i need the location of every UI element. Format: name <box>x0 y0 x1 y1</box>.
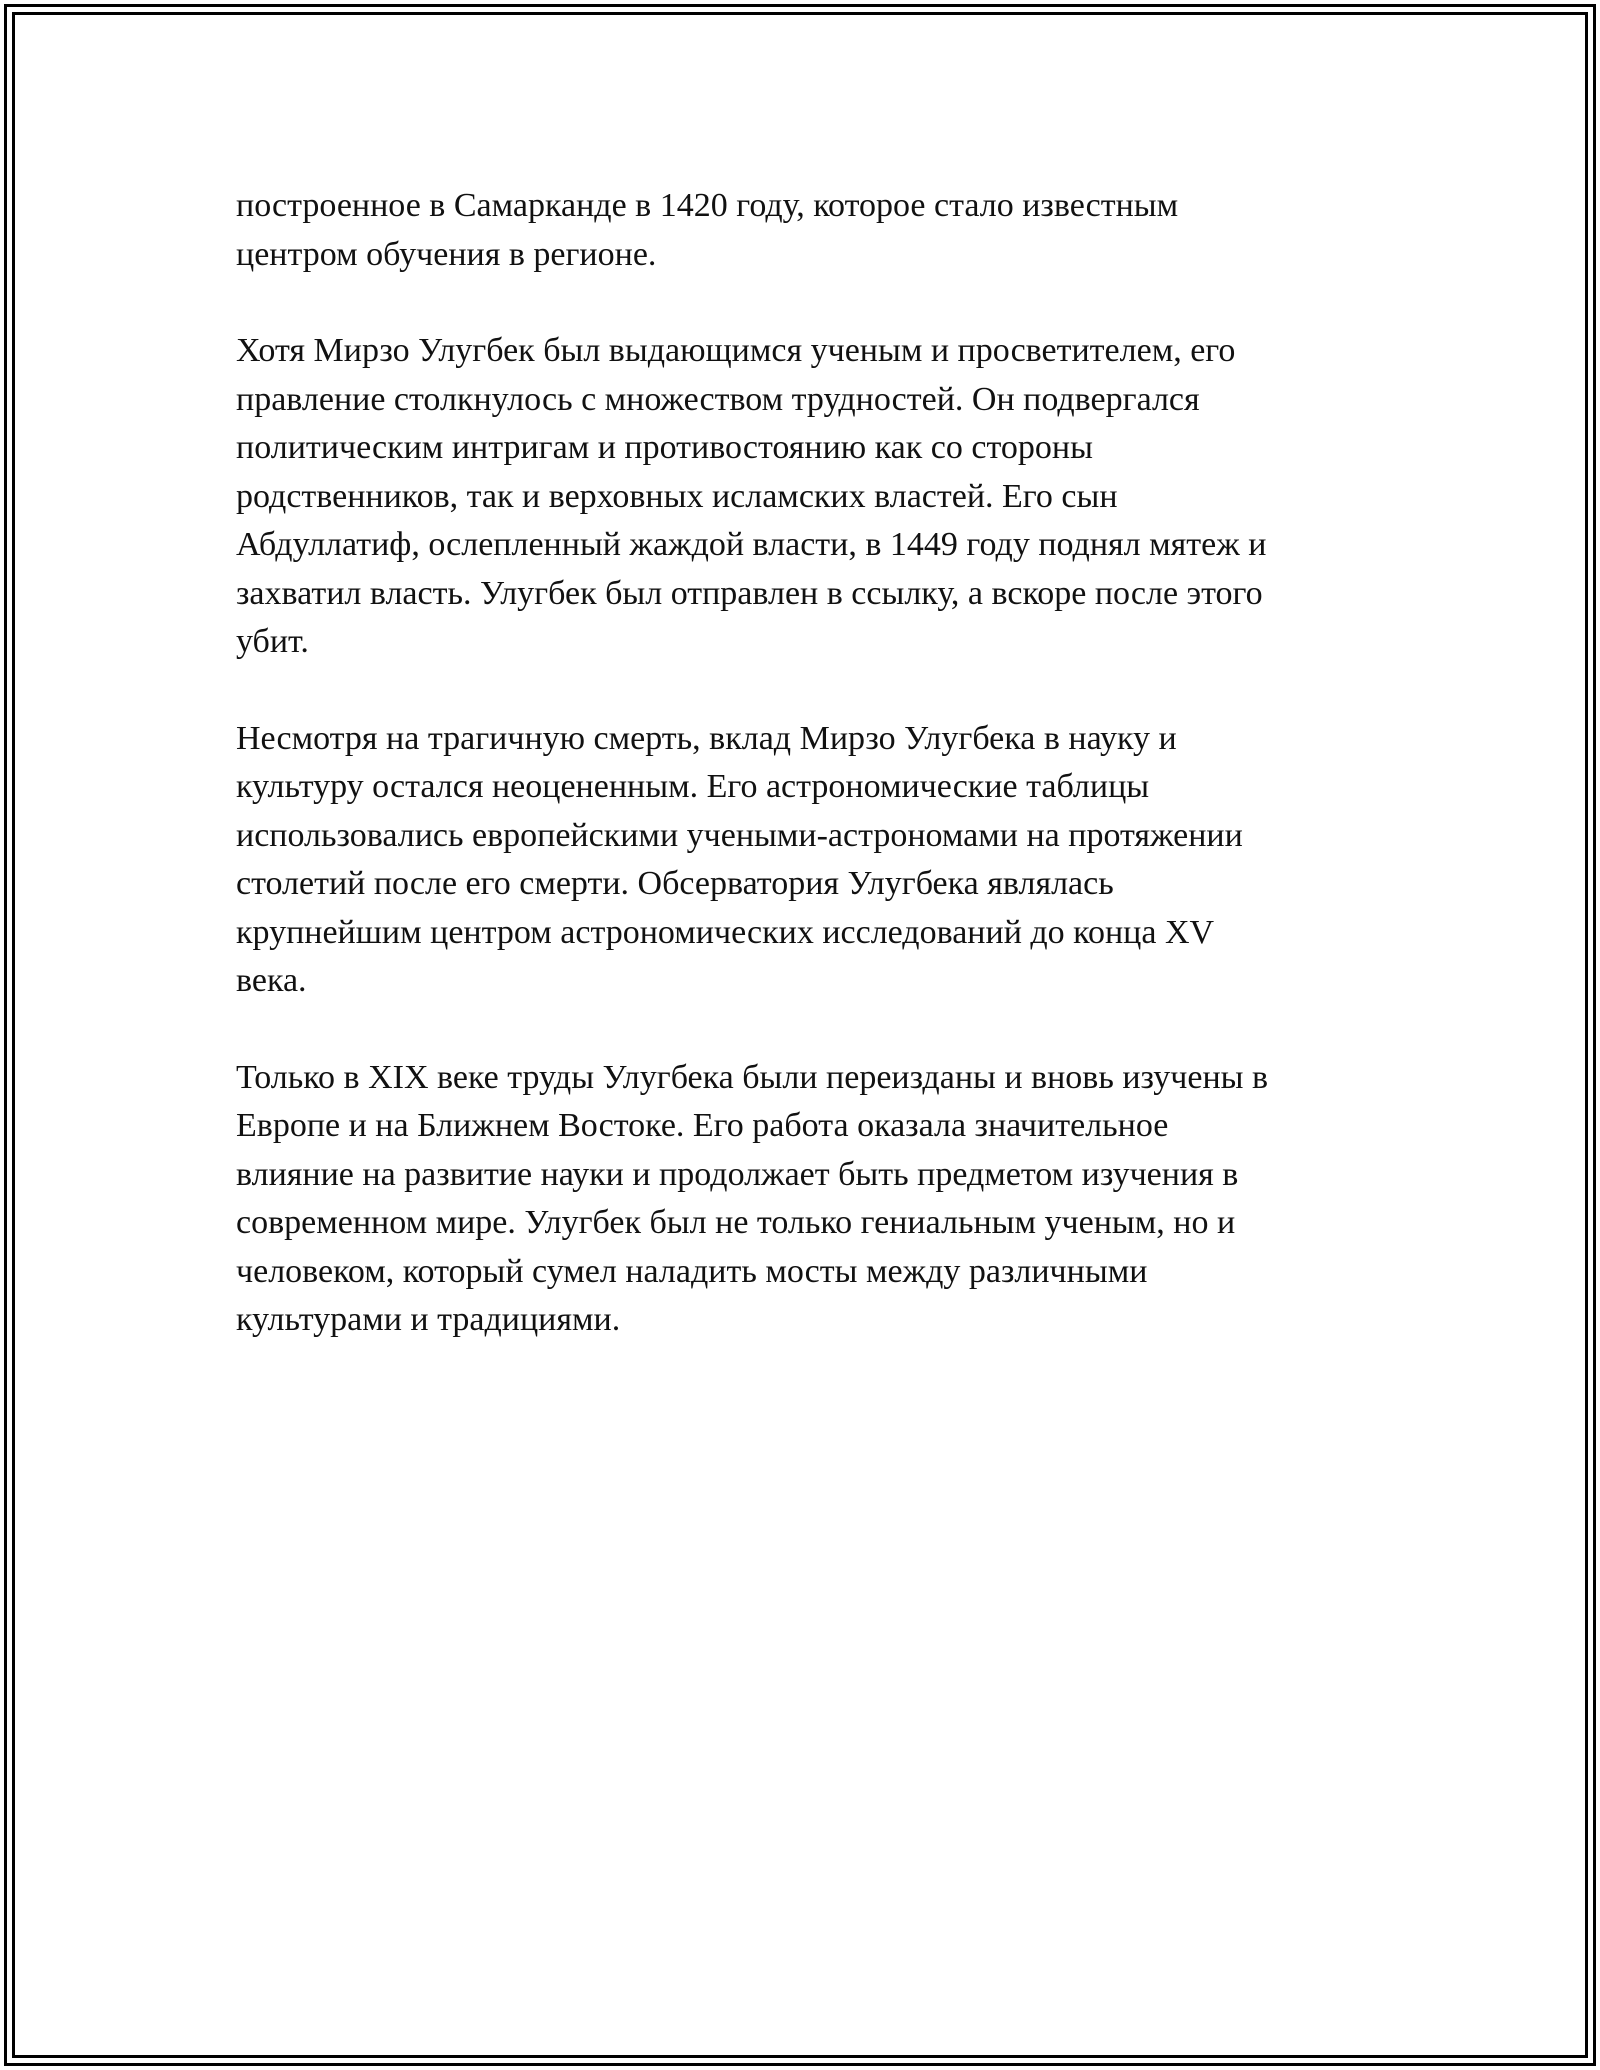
paragraph-4: Только в XIX веке труды Улугбека были переизданы и вновь изучены в Европе и на Ближнем Востоке. Его работа оказала значительное влияние на развитие науки и продолжает быть предметом изучения в современном мире. Улугбек был не только гениальным ученым, но и человеком, который сумел наладить мосты между различными культурами и традициями. <box>236 1058 1269 1338</box>
paragraph-2: Хотя Мирзо Улугбек был выдающимся ученым и просветителем, его правление столкнулось с множеством трудностей. Он подвергался политическим интригам и противостоянию как со стороны родственников, так и верховных исламских властей. Его сын Абдуллатиф, ослепленный жаждой власти, в 1449 году поднял мятеж и захватил власть. Улугбек был отправлен в ссылку, а вскоре после этого убит. <box>236 332 1267 660</box>
paragraph-1: построенное в Самарканде в 1420 году, которое стало известным центром обучения в регионе. <box>236 187 1179 273</box>
paragraph-3: Несмотря на трагичную смерть, вклад Мирзо Улугбека в науку и культуру остался неоцененным. Его астрономические таблицы использовались европейскими учеными-астрономами на протяжении столетий после его смерти. Обсерватория Улугбека являлась крупнейшим центром астрономических исследований до конца XV века. <box>236 719 1243 999</box>
document-body <box>236 182 1376 1393</box>
